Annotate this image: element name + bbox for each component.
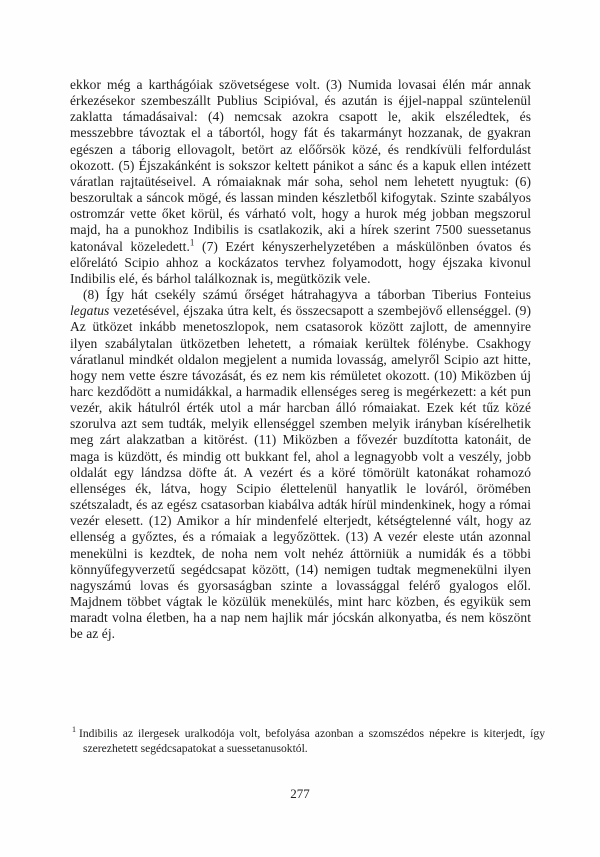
paragraph-1-text-a: ekkor még a karthágóiak szövetségese volt. (3) Numida lovasai élén már annak érkezésekor szembeszállt Publius Scipióval, és azután is éjjel-nappal szüntelenül zaklatta támadásaival: (4) nemcsak azokra csapott le, akik elszéledtek, és messzebbre távoztak el a tábortól, hogy fát és takarmányt hozzanak, de gyakran egészen a táborig ellovagolt, betört az előőrsök közé, és rendkívüli felfordulást okozott. (5) Éjszakánként is sokszor keltett pánikot a sánc és a kapuk ellen intézett váratlan rajtaütéseivel. A rómaiaknak már soha, sehol nem lehetett nyugtuk: (6) beszorultak a sáncok mögé, és lassan minden készletből kifogytak. Szinte szabályos ostromzár vette őket körül, és várható volt, hogy a hurok még jobban megszorul majd, ha a punokhoz Indibilis is csatlakozik, aki a hírek szerint 7500 suessetanus katonával közeledett.	[70, 77, 531, 254]
paragraph-2-text-a: (8) Így hát csekély számú őrséget hátrahagyva a táborban Tiberius Fonteius	[83, 287, 531, 303]
footnote	[72, 726, 545, 757]
paragraph-2-text-b: vezetésével, éjszaka útra kelt, és összecsapott a szembejövő ellenséggel. (9) Az ütközet inkább menetoszlopok, nem csatasorok között zajlott, de amennyire ilyen szabálytalan ütközetben lehetett, a rómaiak kerültek fölénybe. Csakhogy váratlanul mindkét oldalon megjelent a numida lovasság, amelyről Scipio azt hitte, hogy nem vette észre távozását, és ez nem kis rémületet okozott. (10) Miközben új harc kezdődött a numidákkal, a harmadik ellenséges sereg is megérkezett: a két pun vezér, akik hátulról érték utol a már harcban álló rómaiakat. Ezek két tűz közé szorulva azt sem tudták, melyik ellenséggel szemben melyik irányban kísérelhetik meg zárt alakzatban a kitörést. (11) Miközben a fővezér buzdította katonáit, de maga is küzdött, és mindig ott bukkant fel, ahol a legnagyobb volt a veszély, jobb oldalát egy lándzsa döfte át. A vezért és a köré tömörült katonákat rohamozó ellenséges ék, látva, hogy Scipio élettelenül hanyatlik le lováról, örömében szétszaladt, és az egész csatasorban kiabálva adták hírül mindenkinek, hogy a római vezér elesett. (12) Amikor a hír mindenfelé elterjedt, kétségtelenné vált, hogy az ellenség a győztes, és a rómaiak a legyőzöttek. (13) A vezér eleste után azonnal menekülni is kezdtek, de noha nem volt nehéz áttörniük a numidák és a többi könnyűfegyverzetű segédcsapat között, (14) nemigen tudtak megmenekülni ilyen nagyszámú lovas és gyorsaságban szinte a lovassággal felérő gyalogos elől. Majdnem többet vágtak le közülük menekülés, mint harc közben, és egyikük sem maradt volna életben, ha a nap nem hajlik már jócskán alkonyatba, és nem köszönt be az éj.	[70, 303, 531, 642]
footnote-reference: 1	[189, 237, 195, 248]
paragraph-1-text-b: (7) Ezért kényszerhelyzetében a máskülönben óvatos és előrelátó Scipio ahhoz a kockázatos tervhez folyamodott, hogy éjszaka kivonul Indibilis elé, és bárhol találkoznak is, megütközik vele.	[70, 238, 532, 286]
body-text	[70, 77, 531, 642]
page-number: 277	[290, 786, 310, 801]
paragraph-2	[70, 287, 531, 642]
latin-term-legatus: legatus	[70, 303, 110, 319]
paragraph-1	[70, 77, 531, 287]
footnote-marker: 1	[72, 725, 76, 735]
footnote-text: Indibilis az ilergesek uralkodója volt, befolyása azonban a szomszédos népekre is kiterjedt, így szerezhetett segédcsapatokat a suessetanusoktól.	[79, 727, 545, 756]
